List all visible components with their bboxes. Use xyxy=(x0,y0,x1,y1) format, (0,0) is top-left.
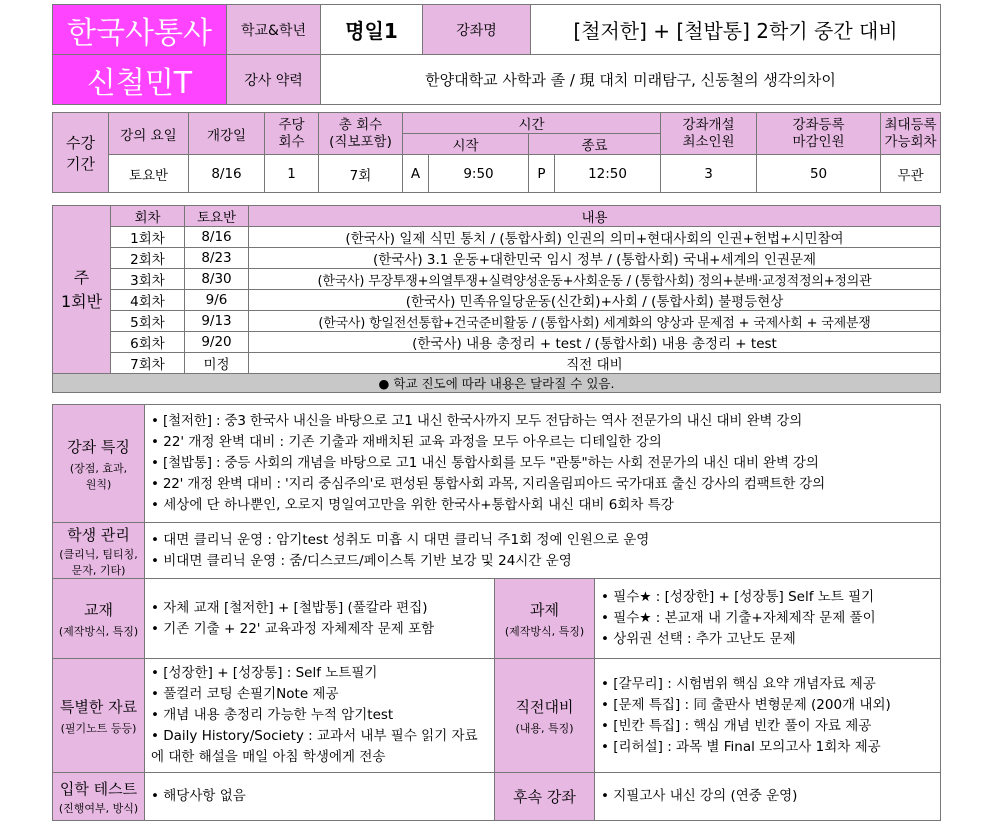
school-label: 학교&학년 xyxy=(227,5,321,55)
day-value: 토요반 xyxy=(109,155,189,193)
content-cell: (한국사) 3.1 운동+대한민국 임시 정부 / (통합사회) 국내+세계의 인권문제 xyxy=(249,248,941,269)
textbook-label: 교재 xyxy=(84,600,113,619)
features-list xyxy=(145,405,941,523)
school-value: 명일1 xyxy=(321,5,423,55)
list-item: • 22' 개정 완벽 대비 : 기존 기출과 재배치된 교육 과정을 모두 아우르는 디테일한 강의 xyxy=(151,434,662,450)
final-list xyxy=(595,659,941,773)
round-cell: 3회차 xyxy=(111,269,185,290)
table-row xyxy=(53,227,941,248)
list-item: • [성장한] + [성장통] : Self 노트필기 xyxy=(151,665,378,681)
date-cell: 8/30 xyxy=(185,269,249,290)
weekly-header: 주당 회수 xyxy=(265,113,319,155)
homework-label-cell xyxy=(495,579,595,659)
total-value: 7회 xyxy=(319,155,403,193)
list-item: • 22' 개정 완벽 대비 : '지리 중심주의'로 편성된 통합사회 과목, 지리올림피아드 국가대표 출신 강사의 컴팩트한 강의 xyxy=(151,476,825,492)
textbook-list xyxy=(145,579,495,659)
date-cell: 8/23 xyxy=(185,248,249,269)
entrance-label: 입학 테스트 xyxy=(59,779,138,798)
entrance-list xyxy=(145,773,495,821)
list-item: • 상위권 선택 : 추가 고난도 문제 xyxy=(601,631,796,647)
round-cell: 7회차 xyxy=(111,353,185,374)
start-ampm: A xyxy=(403,155,429,193)
end-ampm: P xyxy=(529,155,555,193)
table-row xyxy=(53,311,941,332)
homework-list xyxy=(595,579,941,659)
list-item: • [문제 특집] : 同 출판사 변형문제 (200개 내외) xyxy=(601,696,891,713)
start-date-header: 개강일 xyxy=(189,113,265,155)
list-item: • 풀컬러 코팅 손필기Note 제공 xyxy=(151,686,339,702)
management-label-cell xyxy=(53,523,145,579)
date-cell: 9/13 xyxy=(185,311,249,332)
table-row xyxy=(53,290,941,311)
last-header: 최대등록 가능회차 xyxy=(881,113,941,155)
content-cell: (한국사) 내용 총정리 + test / (통합사회) 내용 총정리 + test xyxy=(249,332,941,353)
end-time: 12:50 xyxy=(555,155,661,193)
table-row xyxy=(53,269,941,290)
features-label: 강좌 특징 xyxy=(67,437,130,456)
round-header: 회차 xyxy=(111,206,185,227)
date-cell: 8/16 xyxy=(185,227,249,248)
weekly-value: 1 xyxy=(265,155,319,193)
date-cell: 미정 xyxy=(185,353,249,374)
round-cell: 2회차 xyxy=(111,248,185,269)
table-row xyxy=(53,353,941,374)
max-header: 강좌등록 마감인원 xyxy=(757,113,881,155)
start-time: 9:50 xyxy=(429,155,529,193)
list-item: • 세상에 단 하나뿐인, 오로지 명일여고만을 위한 한국사+통합사회 내신 대비 6회차 특강 xyxy=(151,497,674,513)
round-cell: 4회차 xyxy=(111,290,185,311)
list-item: • 필수★ : [성장한] + [성장통] Self 노트 필기 xyxy=(601,589,875,605)
curriculum-table xyxy=(52,205,941,393)
management-list xyxy=(145,523,941,579)
final-sub: (내용, 특징) xyxy=(515,721,574,735)
course-label: 강좌명 xyxy=(423,5,531,55)
end-header: 종료 xyxy=(529,134,661,155)
date-cell: 9/20 xyxy=(185,332,249,353)
start-date-value: 8/16 xyxy=(189,155,265,193)
start-header: 시작 xyxy=(403,134,529,155)
period-label: 수강 기간 xyxy=(53,113,109,193)
textbook-label-cell xyxy=(53,579,145,659)
management-label: 학생 관리 xyxy=(67,525,130,544)
subject-title: 한국사통사 xyxy=(53,5,227,55)
total-header: 총 회수 (직보포함) xyxy=(319,113,403,155)
profile-value: 한양대학교 사학과 졸 / 現 대치 미래탐구, 신동철의 생각의차이 xyxy=(321,55,941,105)
list-item: • [철밥통] : 중등 사회의 개념을 바탕으로 고1 내신 통합사회를 모두 "관통"하는 사회 전문가의 내신 대비 완벽 강의 xyxy=(151,455,819,471)
course-value: [철저한] + [철밥통] 2학기 중간 대비 xyxy=(531,5,941,55)
list-item: • 해당사항 없음 xyxy=(151,788,246,804)
homework-sub: (제작방식, 특징) xyxy=(504,624,585,638)
curriculum-note: ● 학교 진도에 따라 내용은 달라질 수 있음. xyxy=(53,374,941,393)
management-sub: (클리닉, 팀티칭, 문자, 기타) xyxy=(59,547,138,577)
weekly-side-label: 주 1회반 xyxy=(53,206,111,374)
entrance-sub: (진행여부, 방식) xyxy=(58,801,139,815)
table-row xyxy=(53,248,941,269)
time-header: 시간 xyxy=(403,113,661,134)
list-item: • [리허설] : 과목 별 Final 모의고사 1회차 제공 xyxy=(601,738,881,755)
textbook-sub: (제작방식, 특징) xyxy=(58,624,139,638)
features-sub: (장점, 효과, 원칙) xyxy=(69,461,128,491)
list-item: • Daily History/Society : 교과서 내부 필수 읽기 자료에 대한 해설을 매일 아침 학생에게 전송 xyxy=(151,728,478,765)
header-table xyxy=(52,4,941,105)
content-header: 내용 xyxy=(249,206,941,227)
date-cell: 9/6 xyxy=(185,290,249,311)
content-cell: (한국사) 항일전선통합+건국준비활동 / (통합사회) 세계화의 양상과 문제점 + 국제사회 + 국제분쟁 xyxy=(249,311,941,332)
content-cell: (한국사) 일제 식민 통치 / (통합사회) 인권의 의미+현대사회의 인권+헌법+시민참여 xyxy=(249,227,941,248)
list-item: • 개념 내용 총정리 가능한 누적 암기test xyxy=(151,707,394,723)
details-table xyxy=(52,404,941,821)
homework-label: 과제 xyxy=(530,600,559,619)
content-cell: (한국사) 민족유일당운동(신간회)+사회 / (통합사회) 불평등현상 xyxy=(249,290,941,311)
special-sub: (필기노트 등등) xyxy=(60,721,137,735)
round-cell: 5회차 xyxy=(111,311,185,332)
list-item: • [빈칸 특집] : 핵심 개념 빈칸 풀이 자료 제공 xyxy=(601,717,872,734)
content-cell: 직전 대비 xyxy=(249,353,941,374)
round-cell: 1회차 xyxy=(111,227,185,248)
round-cell: 6회차 xyxy=(111,332,185,353)
min-value: 3 xyxy=(661,155,757,193)
date-header: 토요반 xyxy=(185,206,249,227)
content-cell: (한국사) 무장투쟁+의열투쟁+실력양성운동+사회운동 / (통합사회) 정의+분배·교정적정의+정의관 xyxy=(249,269,941,290)
day-header: 강의 요일 xyxy=(109,113,189,155)
max-value: 50 xyxy=(757,155,881,193)
followup-label: 후속 강좌 xyxy=(495,773,595,821)
special-label-cell xyxy=(53,659,145,773)
features-label-cell xyxy=(53,405,145,523)
last-value: 무관 xyxy=(881,155,941,193)
list-item: • [갈무리] : 시험범위 핵심 요약 개념자료 제공 xyxy=(601,675,876,692)
list-item: • 필수★ : 본교재 내 기출+자체제작 문제 풀이 xyxy=(601,610,876,626)
min-header: 강좌개설 최소인원 xyxy=(661,113,757,155)
list-item: • 비대면 클리닉 운영 : 줌/디스코드/페이스톡 기반 보강 및 24시간 운영 xyxy=(151,552,572,569)
profile-label: 강사 약력 xyxy=(227,55,321,105)
teacher-name: 신철민T xyxy=(53,55,227,105)
final-label-cell xyxy=(495,659,595,773)
list-item: • 기존 기출 + 22' 교육과정 자체제작 문제 포함 xyxy=(151,620,435,637)
list-item: • [철저한] : 중3 한국사 내신을 바탕으로 고1 내신 한국사까지 모두 전담하는 역사 전문가의 내신 대비 완벽 강의 xyxy=(151,413,803,429)
final-label: 직전대비 xyxy=(515,697,574,716)
special-list xyxy=(145,659,495,773)
list-item: • 지필고사 내신 강의 (연중 운영) xyxy=(601,788,798,804)
list-item: • 자체 교재 [철저한] + [철밥통] (풀칼라 편집) xyxy=(151,599,428,616)
schedule-table xyxy=(52,112,941,193)
followup-list xyxy=(595,773,941,821)
special-label: 특별한 자료 xyxy=(59,697,138,716)
entrance-label-cell xyxy=(53,773,145,821)
table-row xyxy=(53,332,941,353)
list-item: • 대면 클리닉 운영 : 암기test 성취도 미흡 시 대면 클리닉 주1회 정예 인원으로 운영 xyxy=(151,531,650,548)
